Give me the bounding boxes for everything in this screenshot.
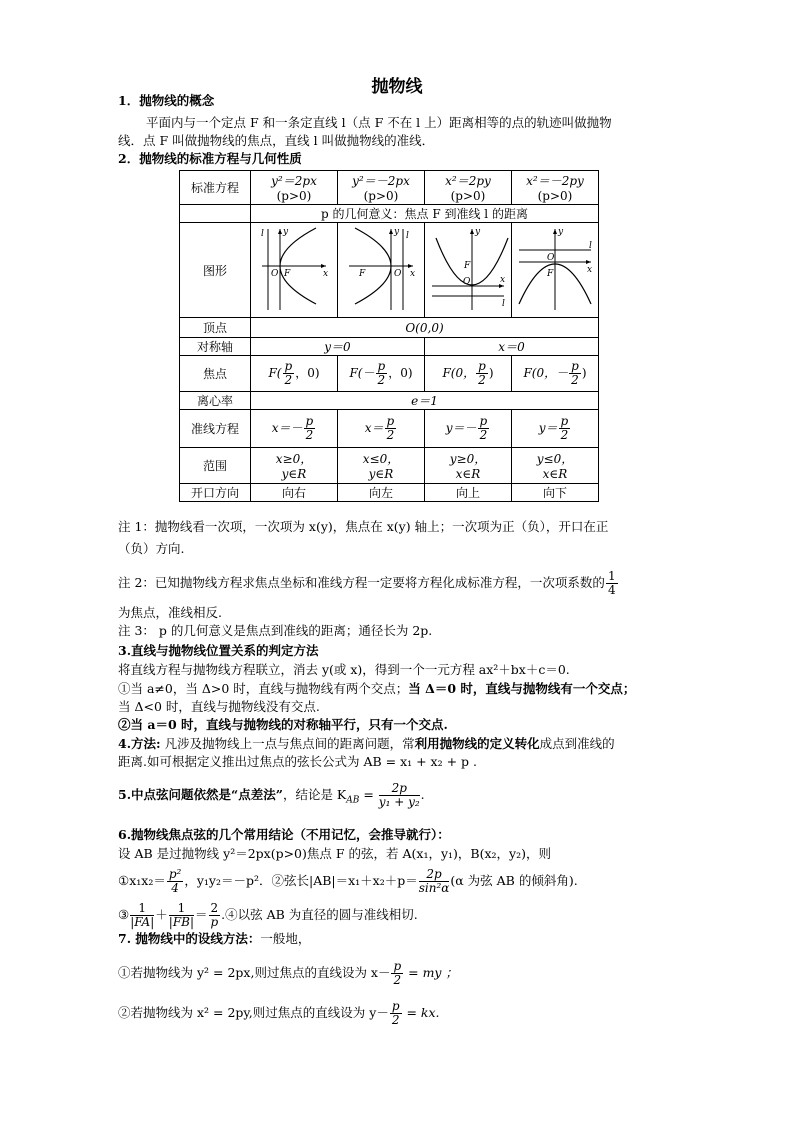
eccentricity-value: e＝1 <box>251 392 599 410</box>
svg-text:y: y <box>283 226 289 237</box>
graph-cell-left <box>338 223 425 318</box>
parabola-properties-table <box>179 170 599 502</box>
opening-cell: 向左 <box>338 484 425 502</box>
parabola-opening-down-graph <box>513 224 597 314</box>
section-1-text-line2: 线．点 F 叫做抛物线的焦点，直线 l 叫做抛物线的准线． <box>118 133 435 148</box>
svg-text:x: x <box>587 264 593 275</box>
graph-cell-right <box>251 223 338 318</box>
section-3-line2: ①当 a≠0，当 Δ>0 时，直线与抛物线有两个交点；当 Δ＝0 时，直线与抛物线有一个交点； <box>118 681 636 696</box>
equation-cell: y²＝2px (p>0) <box>251 171 338 205</box>
note-3: 注 3： p 的几何意义是焦点到准线的距离；通径长为 2p. <box>118 623 433 638</box>
section-3-line4: ②当 a＝0 时，直线与抛物线的对称轴平行，只有一个交点. <box>118 717 448 732</box>
row-label-directrix: 准线方程 <box>180 410 251 448</box>
row-label-range: 范围 <box>180 448 251 484</box>
equation-cell: y²＝－2px (p>0) <box>338 171 425 205</box>
focus-cell: F(－ $\frac{p}{2}$ ，0) <box>338 356 425 392</box>
svg-text:l: l <box>261 228 264 239</box>
svg-text:O: O <box>271 268 279 279</box>
row-label-standard-equation: 标准方程 <box>180 171 251 205</box>
section-6-heading: 6.抛物线焦点弦的几个常用结论（不用记忆，会推导就行）： <box>118 827 450 842</box>
note-2-line2: 为焦点，准线相反. <box>118 605 222 620</box>
svg-text:O: O <box>547 252 555 263</box>
vertex-value: O(0,0) <box>251 318 599 338</box>
range-cell: y≤0， x∈R <box>512 448 599 484</box>
svg-text:x: x <box>410 268 416 279</box>
p-meaning-cell: p 的几何意义：焦点 F 到准线 l 的距离 <box>251 205 599 223</box>
svg-text:l: l <box>406 230 409 241</box>
row-label-focus: 焦点 <box>180 356 251 392</box>
svg-text:F: F <box>284 268 291 279</box>
opening-cell: 向下 <box>512 484 599 502</box>
graph-cell-up <box>425 223 512 318</box>
table-row <box>180 356 599 392</box>
section-5-line: 5.中点弦问题依然是“点差法”，结论是 $K_{AB}$ = $\frac{2p}{\text{y₁ + y₂}}$ . <box>118 781 425 809</box>
section-7-line2: ②若抛物线为 x² = 2py,则过焦点的直线设为 y－ $\frac{p}{2}$ = kx. <box>118 999 440 1027</box>
focus-cell: F( $\frac{p}{2}$ ，0) <box>251 356 338 392</box>
svg-text:y: y <box>475 226 481 237</box>
table-row <box>180 448 599 484</box>
directrix-cell: x＝－ $\frac{p}{2}$ <box>251 410 338 448</box>
table-row <box>180 410 599 448</box>
section-1-text-line1: 平面内与一个定点 F 和一条定直线 l（点 F 不在 l 上）距离相等的点的轨迹叫做抛物 <box>146 115 612 130</box>
svg-text:x: x <box>500 274 506 285</box>
axis-value: x＝0 <box>425 338 599 356</box>
section-4-line1: 4.方法: 凡涉及抛物线上一点与焦点间的距离问题，常利用抛物线的定义转化成点到准线的 <box>118 736 615 751</box>
svg-text:F: F <box>359 268 366 279</box>
svg-text:O: O <box>394 268 402 279</box>
focus-cell: F(0，－ $\frac{p}{2}$ ) <box>512 356 599 392</box>
note-2-line1: 注 2：已知抛物线方程求焦点坐标和准线方程一定要将方程化成标准方程，一次项系数的 $\frac{1}{4}$ <box>118 569 616 597</box>
svg-text:F: F <box>547 268 554 279</box>
row-label-graph: 图形 <box>180 223 251 318</box>
directrix-cell: y＝ $\frac{p}{2}$ <box>512 410 599 448</box>
section-3-line1: 将直线方程与抛物线方程联立，消去 y(或 x)，得到一个一元方程 ax²＋bx＋c＝0. <box>118 662 570 677</box>
section-3-line3: 当 Δ<0 时，直线与抛物线没有交点. <box>118 699 320 714</box>
opening-cell: 向右 <box>251 484 338 502</box>
graph-cell-down <box>512 223 599 318</box>
section-1-heading: 1．抛物线的概念 <box>118 93 215 108</box>
svg-text:y: y <box>394 226 400 237</box>
section-2-heading: 2．抛物线的标准方程与几何性质 <box>118 151 302 166</box>
svg-text:F: F <box>464 260 471 271</box>
table-row <box>180 484 599 502</box>
table-row <box>180 338 599 356</box>
parabola-opening-up-graph <box>426 224 510 314</box>
row-label-vertex: 顶点 <box>180 318 251 338</box>
axis-value: y＝0 <box>251 338 425 356</box>
parabola-opening-left-graph <box>339 224 423 314</box>
range-cell: y≥0， x∈R <box>425 448 512 484</box>
table-row <box>180 205 599 223</box>
section-6-line2: ①x₁x₂＝ $\frac{\text{p²}}{4}$ ，y₁y₂＝－p²．②弦长|AB|＝x₁＋x₂＋p＝ $\frac{2p}{\text{sin²α}}$ (α 为弦 AB 的倾斜角). <box>118 867 578 895</box>
range-cell: x≥0， y∈R <box>251 448 338 484</box>
note-1-line2: （负）方向. <box>118 541 185 556</box>
section-6-line3: ③ $\frac{1}{|FA|}$ ＋ $\frac{1}{|FB|}$ ＝ $\frac{2}{p}$ .④以弦 AB 为直径的圆与准线相切. <box>118 901 418 929</box>
table-row <box>180 223 599 318</box>
directrix-cell: x＝ $\frac{p}{2}$ <box>338 410 425 448</box>
section-7-heading: 7. 抛物线中的设线方法：一般地， <box>118 931 311 946</box>
svg-text:y: y <box>558 226 564 237</box>
table-row <box>180 392 599 410</box>
equation-cell: x²＝－2py (p>0) <box>512 171 599 205</box>
svg-text:l: l <box>502 298 505 309</box>
table-row <box>180 318 599 338</box>
page-title: 抛物线 <box>371 77 423 97</box>
table-row <box>180 171 599 205</box>
parabola-opening-right-graph <box>252 224 336 314</box>
directrix-cell: y＝－ $\frac{p}{2}$ <box>425 410 512 448</box>
svg-text:x: x <box>323 268 329 279</box>
svg-text:l: l <box>589 240 592 251</box>
row-label-eccentricity: 离心率 <box>180 392 251 410</box>
section-6-line1: 设 AB 是过抛物线 y²＝2px(p>0)焦点 F 的弦，若 A(x₁，y₁)，B(x₂，y₂)，则 <box>118 846 551 861</box>
note-1-line1: 注 1：抛物线看一次项，一次项为 x(y)，焦点在 x(y) 轴上；一次项为正（负），开口在正 <box>118 519 609 534</box>
section-3-heading: 3.直线与抛物线位置关系的判定方法 <box>118 643 319 658</box>
focus-cell: F(0， $\frac{p}{2}$ ) <box>425 356 512 392</box>
section-7-line1: ①若抛物线为 y² = 2px,则过焦点的直线设为 x－ $\frac{p}{2}$ = my ； <box>118 959 458 987</box>
range-cell: x≤0， y∈R <box>338 448 425 484</box>
equation-cell: x²＝2py (p>0) <box>425 171 512 205</box>
opening-cell: 向上 <box>425 484 512 502</box>
row-label-axis: 对称轴 <box>180 338 251 356</box>
svg-text:O: O <box>463 276 471 287</box>
section-4-line2: 距离.如可根据定义推出过焦点的弦长公式为 AB = x₁ + x₂ + p . <box>118 754 477 769</box>
row-label-opening: 开口方向 <box>180 484 251 502</box>
